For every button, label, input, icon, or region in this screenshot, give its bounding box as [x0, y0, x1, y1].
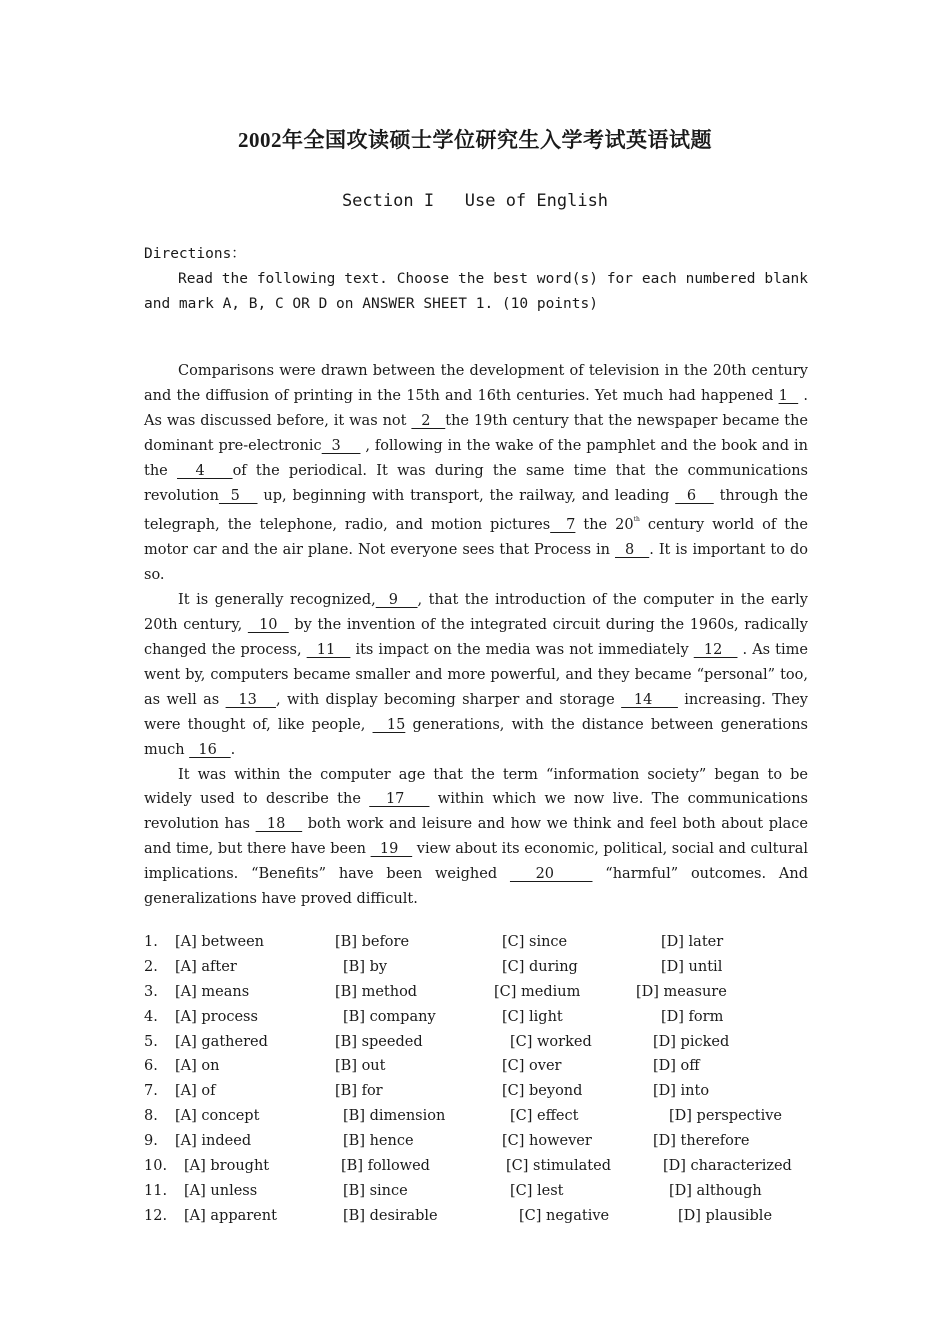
option-b: [B] followed — [341, 1158, 430, 1175]
option-b: [B] company — [343, 1008, 436, 1025]
question-number: 6. — [144, 1058, 158, 1075]
option-row — [144, 1030, 824, 1055]
blank-17: 17 — [369, 791, 430, 808]
option-c: [C] over — [502, 1058, 562, 1075]
option-a: [A] after — [175, 958, 237, 975]
option-d: [D] measure — [636, 983, 727, 1000]
blank-1: 1 — [778, 387, 799, 404]
question-number: 10. — [144, 1158, 168, 1175]
option-c: [C] beyond — [502, 1083, 583, 1100]
option-row — [144, 1129, 824, 1154]
option-c: [C] medium — [494, 983, 581, 1000]
option-c: [C] during — [502, 958, 578, 975]
paragraph-3: It was within the computer age that the term “information society” began to be widely used to describe the 17 within which we now live. The communications revolution has 18 both work and leisure and how we think and feel both about place and time, but there have been 19 view about its economic, political, social and cultural implications. “Benefits” have been weighed 20 “harmful” outcomes. And generalizations have proved difficult. — [144, 766, 808, 908]
blank-10: 10 — [247, 617, 289, 634]
blank-4: 4 — [177, 462, 233, 479]
question-number: 11. — [144, 1182, 168, 1199]
option-c: [C] since — [502, 934, 568, 950]
option-d: [D] form — [661, 1008, 724, 1025]
blank-2: 2 — [411, 412, 446, 429]
option-row — [144, 1204, 824, 1229]
option-a: [A] concept — [175, 1108, 260, 1125]
option-a: [A] process — [175, 1008, 258, 1025]
option-c: [C] effect — [510, 1108, 579, 1125]
question-number: 5. — [144, 1033, 158, 1050]
paragraph-1: Comparisons were drawn between the development of television in the 20th century and the diffusion of printing in the 15th and 16th centuries. Yet much had happened 1 . As was discussed before, it was not 2 the 19th century that the newspaper became the dominant pre-electronic 3 , following in the wake of the pamphlet and the book and in the 4 of the periodical. It was during the same time that the communications revolution 5 up, beginning with transport, the railway, and leading 6 through the telegraph, the telephone, radio, and motion pictures 7 the 20th century world of the motor car and the air plane. Not everyone sees that Process in 8 . It is important to do so. — [144, 363, 808, 584]
question-number: 12. — [144, 1207, 168, 1224]
section-heading: Section I Use of English — [341, 191, 609, 211]
blank-16: 16 — [189, 741, 231, 758]
blank-18: 18 — [255, 816, 303, 833]
directions-block — [144, 242, 808, 317]
question-number: 3. — [144, 983, 158, 1000]
question-number: 9. — [144, 1133, 158, 1150]
option-c: [C] light — [502, 1008, 563, 1025]
option-b: [B] desirable — [343, 1207, 438, 1224]
blank-3: 3 — [321, 437, 361, 454]
question-number: 4. — [144, 1008, 158, 1025]
question-number: 8. — [144, 1108, 158, 1125]
option-row — [144, 1104, 824, 1129]
blank-11: 11 — [306, 641, 351, 658]
blank-19: 19 — [370, 841, 413, 858]
option-b: [B] since — [343, 1182, 408, 1199]
option-a: [A] unless — [184, 1182, 258, 1199]
reading-passage — [144, 359, 808, 912]
option-c: [C] negative — [519, 1207, 610, 1224]
paragraph-2: It is generally recognized, 9 , that the introduction of the computer in the early 20th century, 10 by the invention of the integrated circuit during the 1960s, radically changed the process, 11 its impact on the media was not immediately 12 . As time went by, computers became smaller and more powerful, and they became “personal” too, as well as 13 , with display becoming sharper and storage 14 increasing. They were thought of, like people, 15 generations, with the distance between generations much 16 . — [144, 592, 808, 758]
option-b: [B] hence — [343, 1133, 414, 1150]
blank-9: 9 — [375, 592, 418, 609]
option-d: [D] characterized — [663, 1158, 792, 1175]
option-d: [D] into — [653, 1083, 710, 1100]
option-d: [D] off — [653, 1058, 700, 1075]
option-a: [A] of — [175, 1083, 216, 1100]
option-a: [A] brought — [184, 1158, 270, 1175]
option-row — [144, 1079, 824, 1104]
blank-20: 20 — [509, 866, 593, 883]
option-b: [B] out — [335, 1058, 386, 1075]
option-row — [144, 930, 824, 955]
option-b: [B] speeded — [335, 1033, 423, 1050]
blank-14: 14 — [621, 691, 678, 708]
option-row — [144, 1179, 824, 1204]
option-a: [A] apparent — [184, 1207, 277, 1224]
option-a: [A] between — [175, 934, 264, 950]
option-a: [A] gathered — [175, 1033, 268, 1050]
option-b: [B] for — [335, 1083, 383, 1100]
option-d: [D] picked — [653, 1033, 730, 1050]
option-row — [144, 1054, 824, 1079]
option-a: [A] on — [175, 1058, 220, 1075]
option-row — [144, 955, 824, 980]
option-d: [D] therefore — [653, 1133, 750, 1150]
blank-5: 5 — [218, 487, 258, 504]
blank-15: 15 — [372, 716, 406, 733]
option-row — [144, 1005, 824, 1030]
option-b: [B] before — [335, 934, 410, 950]
option-d: [D] although — [669, 1182, 762, 1199]
blank-7: 7 — [550, 517, 576, 534]
option-b: [B] dimension — [343, 1108, 446, 1125]
blank-13: 13 — [225, 691, 276, 708]
blank-8: 8 — [615, 542, 650, 559]
blank-12: 12 — [693, 641, 738, 658]
question-number: 2. — [144, 958, 158, 975]
answer-options — [144, 930, 824, 1229]
directions-label: Directions： — [144, 246, 246, 262]
option-d: [D] later — [661, 934, 724, 950]
option-a: [A] means — [175, 983, 250, 1000]
page-title: 2002年全国攻读硕士学位研究生入学考试英语试题 — [238, 128, 712, 152]
option-b: [B] method — [335, 983, 418, 1000]
option-row — [144, 1154, 824, 1179]
question-number: 7. — [144, 1083, 158, 1100]
option-c: [C] stimulated — [506, 1158, 611, 1175]
option-c: [C] worked — [510, 1033, 592, 1050]
directions-text: Read the following text. Choose the best word(s) for each numbered blank and mark A, B, C OR D on ANSWER SHEET 1. (10 points) — [144, 271, 808, 312]
blank-6: 6 — [675, 487, 714, 504]
option-c: [C] however — [502, 1133, 592, 1150]
option-row — [144, 980, 824, 1005]
question-number: 1. — [144, 934, 158, 950]
option-d: [D] plausible — [678, 1207, 773, 1224]
option-b: [B] by — [343, 958, 388, 975]
superscript-th: th — [633, 516, 640, 524]
option-d: [D] until — [661, 958, 723, 975]
option-a: [A] indeed — [175, 1133, 252, 1150]
option-d: [D] perspective — [669, 1108, 783, 1125]
option-c: [C] lest — [510, 1182, 564, 1199]
